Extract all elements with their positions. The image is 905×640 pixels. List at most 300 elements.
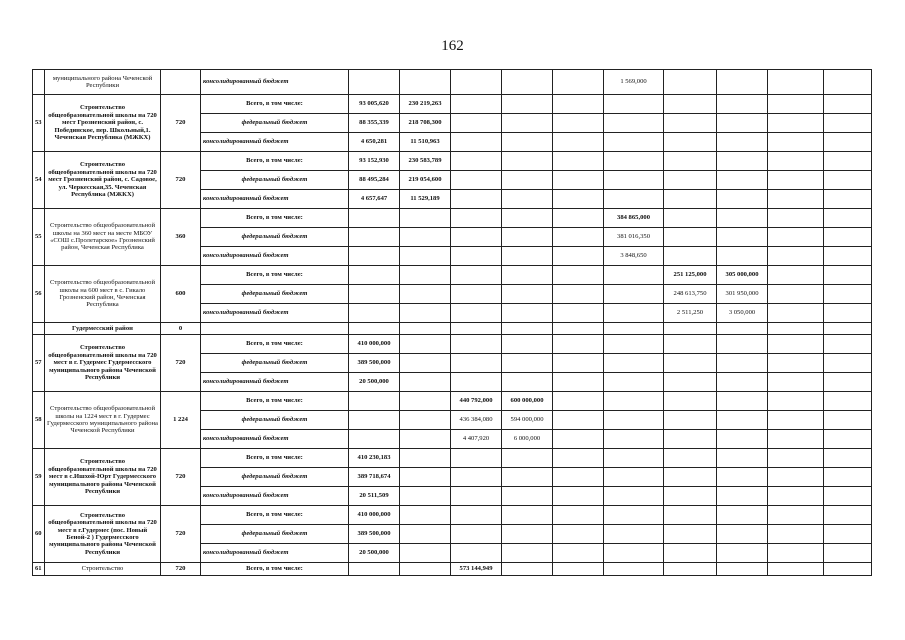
amount-cell [553,171,604,190]
amount-cell [502,354,553,373]
amount-cell [664,525,717,544]
amount-cell [451,228,502,247]
object-name: Строительство общеобразовательной школы на 600 мест в с. Гикало Грозненский район, Чеченская Республика [45,266,161,323]
capacity: 720 [161,449,201,506]
amount-cell [553,209,604,228]
amount-cell [604,487,664,506]
amount-cell [604,544,664,563]
funding-source: консолидированный бюджет [201,430,349,449]
amount-cell [717,525,768,544]
capacity: 720 [161,506,201,563]
amount-cell [664,506,717,525]
amount-cell [664,411,717,430]
amount-cell [400,506,451,525]
budget-table [32,69,872,576]
amount-cell [553,152,604,171]
amount-cell [604,506,664,525]
table-row [33,506,872,525]
amount-cell [717,354,768,373]
amount-cell [824,323,872,335]
amount-cell [400,468,451,487]
amount-cell [824,449,872,468]
amount-cell [502,171,553,190]
funding-source: Всего, в том числе: [201,335,349,354]
amount-cell [824,133,872,152]
amount-cell [400,304,451,323]
amount-cell [664,171,717,190]
amount-cell [824,209,872,228]
amount-cell [502,544,553,563]
funding-source: Всего, в том числе: [201,152,349,171]
amount-cell [768,114,824,133]
amount-cell [400,392,451,411]
amount-cell [604,266,664,285]
amount-cell: 600 000,000 [502,392,553,411]
amount-cell: 4 407,920 [451,430,502,449]
amount-cell: 4 650,281 [349,133,400,152]
amount-cell [717,430,768,449]
amount-cell [349,430,400,449]
amount-cell [717,70,768,95]
amount-cell [824,392,872,411]
amount-cell [349,228,400,247]
amount-cell [400,487,451,506]
table-row [33,95,872,114]
amount-cell [768,430,824,449]
funding-source: Всего, в том числе: [201,95,349,114]
amount-cell [824,95,872,114]
amount-cell [717,152,768,171]
amount-cell [824,247,872,266]
amount-cell [553,392,604,411]
amount-cell [502,228,553,247]
amount-cell [502,525,553,544]
amount-cell [768,171,824,190]
amount-cell [553,304,604,323]
amount-cell [502,487,553,506]
amount-cell [553,506,604,525]
amount-cell [451,190,502,209]
amount-cell: 381 016,350 [604,228,664,247]
item-number: 57 [33,335,45,392]
amount-cell [664,449,717,468]
amount-cell [451,323,502,335]
amount-cell [400,563,451,576]
capacity: 0 [161,323,201,335]
amount-cell [717,487,768,506]
funding-source: федеральный бюджет [201,228,349,247]
amount-cell [604,285,664,304]
table-row [33,152,872,171]
amount-cell [717,190,768,209]
amount-cell [717,563,768,576]
amount-cell [717,411,768,430]
table-row [33,209,872,228]
amount-cell [349,563,400,576]
amount-cell [553,133,604,152]
amount-cell [604,563,664,576]
amount-cell [451,373,502,392]
amount-cell [604,411,664,430]
item-number: 55 [33,209,45,266]
capacity: 720 [161,95,201,152]
amount-cell [502,190,553,209]
funding-source: Всего, в том числе: [201,209,349,228]
amount-cell: 230 583,789 [400,152,451,171]
amount-cell [553,563,604,576]
amount-cell [768,95,824,114]
amount-cell [717,228,768,247]
amount-cell: 248 613,750 [664,285,717,304]
amount-cell: 4 657,647 [349,190,400,209]
amount-cell: 389 500,000 [349,525,400,544]
amount-cell [502,506,553,525]
funding-source: Всего, в том числе: [201,266,349,285]
amount-cell [553,70,604,95]
table-row [33,449,872,468]
amount-cell [502,563,553,576]
object-name: Строительство общеобразовательной школы на 1224 мест в г. Гудермес Гудермесского муниципального района Чеченской Республики [45,392,161,449]
amount-cell [553,228,604,247]
amount-cell: 573 144,949 [451,563,502,576]
funding-source: консолидированный бюджет [201,544,349,563]
capacity: 720 [161,563,201,576]
amount-cell [451,304,502,323]
amount-cell [400,411,451,430]
amount-cell [768,468,824,487]
region-name: Гудермесский район [45,323,161,335]
amount-cell [824,373,872,392]
table-row [33,563,872,576]
amount-cell [664,190,717,209]
amount-cell [553,335,604,354]
amount-cell [768,373,824,392]
amount-cell [768,411,824,430]
amount-cell [400,525,451,544]
amount-cell [502,247,553,266]
amount-cell [664,468,717,487]
funding-source: Всего, в том числе: [201,506,349,525]
amount-cell [502,335,553,354]
amount-cell: 20 500,000 [349,544,400,563]
amount-cell [604,525,664,544]
item-number [33,70,45,95]
amount-cell [553,190,604,209]
object-name: Строительство [45,563,161,576]
amount-cell [400,285,451,304]
amount-cell [824,171,872,190]
funding-source: консолидированный бюджет [201,133,349,152]
amount-cell [502,209,553,228]
amount-cell [604,335,664,354]
object-name: муниципального района Чеченской Республики [45,70,161,95]
amount-cell [400,209,451,228]
amount-cell [768,449,824,468]
amount-cell [664,373,717,392]
amount-cell: 230 219,263 [400,95,451,114]
amount-cell [664,392,717,411]
amount-cell [824,285,872,304]
table-row [33,392,872,411]
amount-cell: 93 005,620 [349,95,400,114]
amount-cell [664,152,717,171]
amount-cell [824,506,872,525]
amount-cell [553,487,604,506]
amount-cell [553,114,604,133]
amount-cell [502,449,553,468]
object-name: Строительство общеобразовательной школы на 360 мест на месте МБОУ «СОШ с.Пролетарское» Грозненский район, Чеченская Республика [45,209,161,266]
amount-cell [604,114,664,133]
amount-cell: 301 950,000 [717,285,768,304]
amount-cell [451,487,502,506]
item-number: 61 [33,563,45,576]
amount-cell [553,285,604,304]
amount-cell [502,266,553,285]
amount-cell: 410 000,000 [349,335,400,354]
capacity: 600 [161,266,201,323]
amount-cell [717,323,768,335]
object-name: Строительство общеобразовательной школы на 720 мест Грозненский район, с. Садовое, ул. Черкесская,35. Чеченская Республика (МЖКХ) [45,152,161,209]
amount-cell [768,190,824,209]
item-number: 60 [33,506,45,563]
amount-cell [664,133,717,152]
amount-cell [451,70,502,95]
amount-cell [664,544,717,563]
amount-cell [553,354,604,373]
capacity: 720 [161,335,201,392]
amount-cell [824,468,872,487]
amount-cell: 20 500,000 [349,373,400,392]
amount-cell [768,335,824,354]
amount-cell: 2 511,250 [664,304,717,323]
amount-cell [349,285,400,304]
amount-cell [768,563,824,576]
amount-cell [349,392,400,411]
amount-cell [824,304,872,323]
funding-source: федеральный бюджет [201,468,349,487]
amount-cell [768,228,824,247]
amount-cell [664,114,717,133]
amount-cell: 3 848,650 [604,247,664,266]
table-row [33,335,872,354]
amount-cell [768,209,824,228]
amount-cell: 436 384,080 [451,411,502,430]
amount-cell [824,152,872,171]
amount-cell: 440 792,000 [451,392,502,411]
amount-cell [451,209,502,228]
item-number: 59 [33,449,45,506]
amount-cell [349,247,400,266]
amount-cell: 594 000,000 [502,411,553,430]
amount-cell [553,247,604,266]
amount-cell: 6 000,000 [502,430,553,449]
amount-cell [824,430,872,449]
amount-cell [824,335,872,354]
amount-cell [768,392,824,411]
funding-source: федеральный бюджет [201,285,349,304]
amount-cell [451,449,502,468]
amount-cell [604,449,664,468]
amount-cell [349,411,400,430]
funding-source: консолидированный бюджет [201,247,349,266]
amount-cell: 410 230,183 [349,449,400,468]
amount-cell [400,430,451,449]
amount-cell [768,70,824,95]
amount-cell [664,209,717,228]
funding-source: консолидированный бюджет [201,190,349,209]
table-row [33,266,872,285]
item-number: 53 [33,95,45,152]
amount-cell [768,354,824,373]
amount-cell [451,114,502,133]
amount-cell [824,190,872,209]
amount-cell [451,133,502,152]
amount-cell [604,373,664,392]
amount-cell [451,285,502,304]
amount-cell [553,544,604,563]
amount-cell: 410 000,000 [349,506,400,525]
amount-cell [451,152,502,171]
amount-cell [768,133,824,152]
amount-cell [400,70,451,95]
amount-cell [664,354,717,373]
amount-cell [349,323,400,335]
amount-cell: 11 510,963 [400,133,451,152]
funding-source: федеральный бюджет [201,525,349,544]
item-number: 56 [33,266,45,323]
amount-cell [451,544,502,563]
amount-cell [502,304,553,323]
funding-source: консолидированный бюджет [201,373,349,392]
amount-cell [604,468,664,487]
amount-cell [451,247,502,266]
funding-source: консолидированный бюджет [201,304,349,323]
amount-cell [824,354,872,373]
funding-source [201,323,349,335]
table-row [33,70,872,95]
capacity: 360 [161,209,201,266]
amount-cell [768,544,824,563]
amount-cell [664,95,717,114]
amount-cell [824,228,872,247]
amount-cell [349,304,400,323]
amount-cell [502,285,553,304]
amount-cell: 389 718,674 [349,468,400,487]
item-number: 54 [33,152,45,209]
amount-cell [553,430,604,449]
amount-cell [553,266,604,285]
amount-cell [824,487,872,506]
amount-cell [824,411,872,430]
amount-cell [768,266,824,285]
amount-cell: 251 125,000 [664,266,717,285]
amount-cell [502,468,553,487]
amount-cell [664,430,717,449]
amount-cell [824,525,872,544]
amount-cell [604,190,664,209]
amount-cell [664,70,717,95]
amount-cell [604,133,664,152]
object-name: Строительство общеобразовательной школы на 720 мест Грозненский район, с. Побединское, пер. Школьный,1. Чеченская Республика (МЖКХ) [45,95,161,152]
amount-cell [664,247,717,266]
amount-cell [502,152,553,171]
funding-source: консолидированный бюджет [201,487,349,506]
amount-cell [400,266,451,285]
funding-source: консолидированный бюджет [201,70,349,95]
amount-cell [664,487,717,506]
amount-cell [451,525,502,544]
capacity [161,70,201,95]
amount-cell [717,544,768,563]
table-row [33,323,872,335]
amount-cell [451,335,502,354]
amount-cell [768,304,824,323]
amount-cell [553,95,604,114]
amount-cell [451,468,502,487]
amount-cell [502,323,553,335]
amount-cell [664,335,717,354]
amount-cell: 219 054,600 [400,171,451,190]
amount-cell [717,373,768,392]
amount-cell [400,544,451,563]
amount-cell [824,544,872,563]
amount-cell [604,171,664,190]
amount-cell [717,133,768,152]
amount-cell [664,228,717,247]
amount-cell [604,430,664,449]
amount-cell [824,563,872,576]
amount-cell [451,506,502,525]
amount-cell [400,373,451,392]
amount-cell [400,354,451,373]
funding-source: федеральный бюджет [201,171,349,190]
amount-cell [604,152,664,171]
amount-cell [451,266,502,285]
amount-cell [400,335,451,354]
amount-cell: 93 152,930 [349,152,400,171]
amount-cell: 88 355,339 [349,114,400,133]
amount-cell [451,354,502,373]
amount-cell [502,133,553,152]
amount-cell [604,95,664,114]
amount-cell [768,506,824,525]
amount-cell [502,95,553,114]
amount-cell [717,468,768,487]
object-name: Строительство общеобразовательной школы на 720 мест в г.Гудермес (пос. Новый Беной-2 ) Гудермесского муниципального района Чеченской Республики [45,506,161,563]
amount-cell [664,323,717,335]
funding-source: Всего, в том числе: [201,449,349,468]
amount-cell [451,171,502,190]
amount-cell [717,335,768,354]
amount-cell [664,563,717,576]
amount-cell [604,323,664,335]
capacity: 1 224 [161,392,201,449]
amount-cell [400,228,451,247]
amount-cell [553,323,604,335]
amount-cell [717,247,768,266]
amount-cell [502,70,553,95]
amount-cell [553,373,604,392]
page-number: 162 [441,38,464,54]
funding-source: федеральный бюджет [201,114,349,133]
amount-cell [400,323,451,335]
amount-cell [768,152,824,171]
capacity: 720 [161,152,201,209]
amount-cell [604,304,664,323]
amount-cell: 389 500,000 [349,354,400,373]
amount-cell: 11 529,189 [400,190,451,209]
amount-cell [349,70,400,95]
